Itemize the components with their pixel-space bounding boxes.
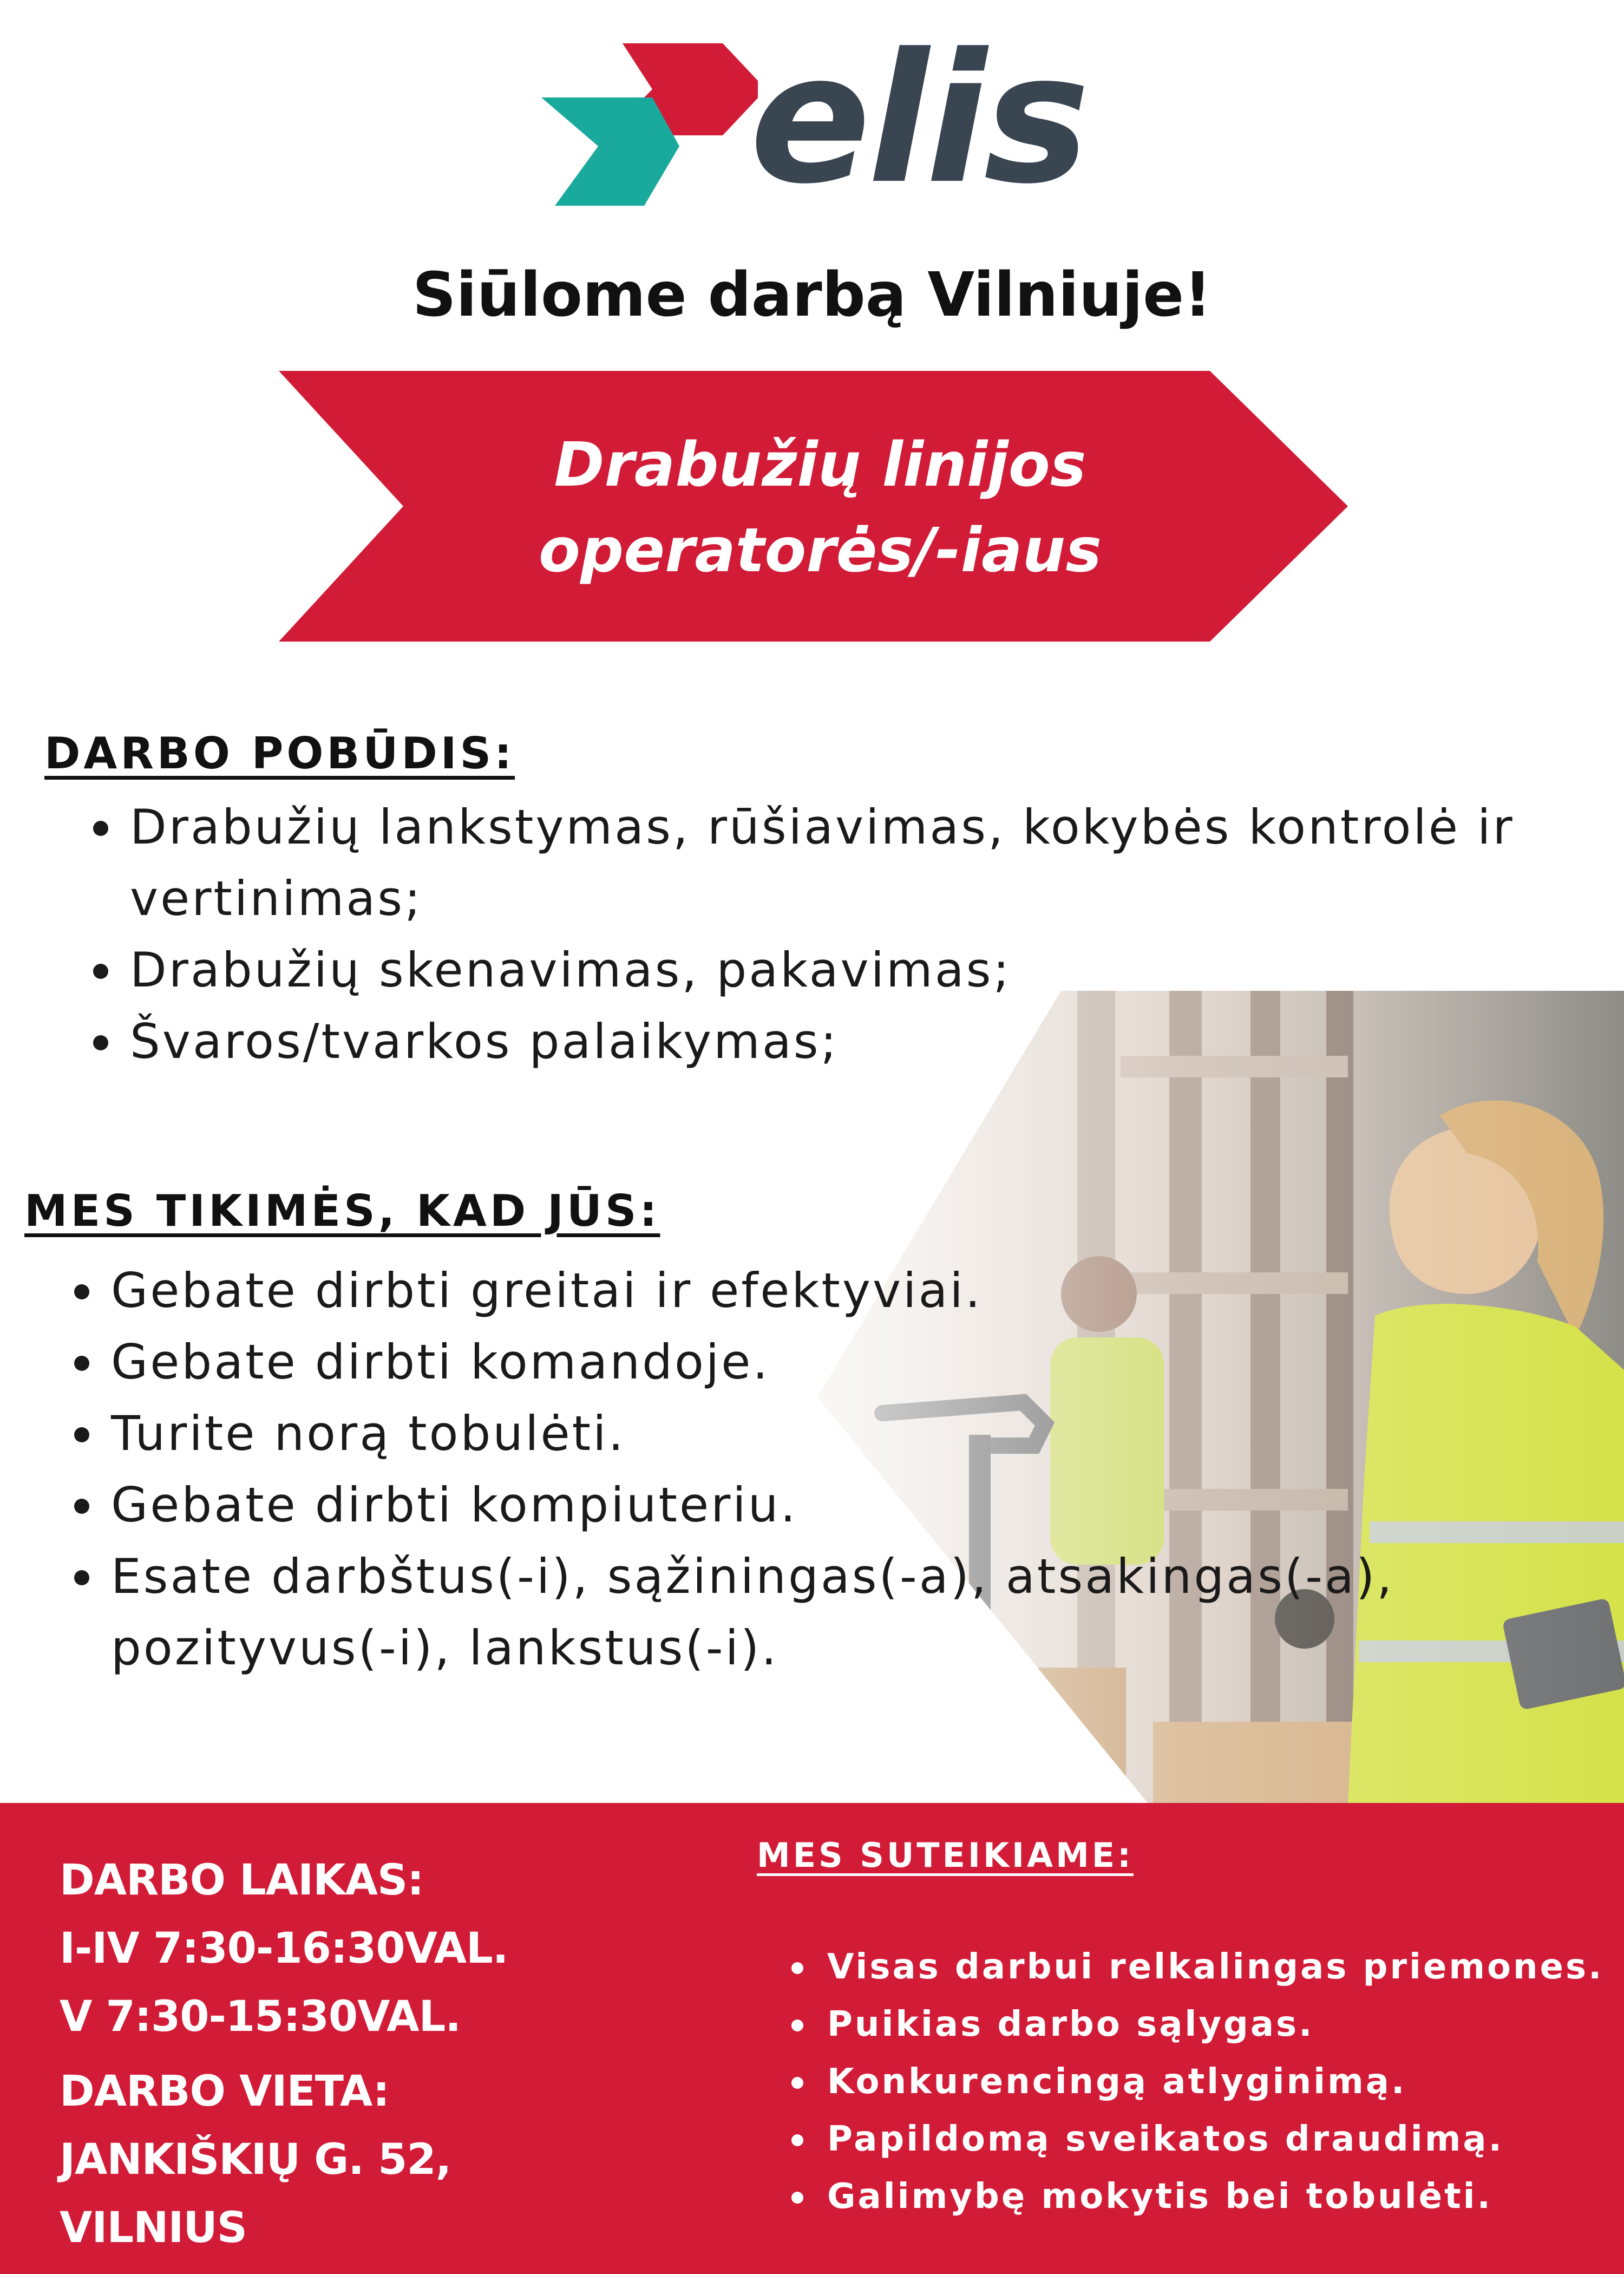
- page-title: Siūlome darbą Vilniuje!: [412, 260, 1212, 330]
- logo-arrows-icon: [541, 41, 758, 214]
- work-hours-line-1: I-IV 7:30-16:30VAL.: [60, 1924, 508, 1973]
- list-item: Gebate dirbti greitai ir efektyviai.: [72, 1255, 1490, 1327]
- expectations-list: [72, 1255, 1490, 1684]
- position-title-line-1: Drabužių linijos: [554, 430, 1086, 500]
- work-hours: [60, 1846, 508, 2051]
- work-place: [60, 2057, 451, 2262]
- list-item: Puikias darbo sąlygas.: [789, 1996, 1603, 2053]
- list-item: Galimybę mokytis bei tobulėti.: [789, 2168, 1603, 2225]
- position-title-line-2: operatorės/-iaus: [539, 515, 1102, 586]
- list-item: Drabužių lankstymas, rūšiavimas, kokybės kontrolė ir vertinimas;: [91, 792, 1592, 935]
- work-nature-list: [91, 792, 1585, 1077]
- expectations-title: MES TIKIMĖS, KAD JŪS:: [24, 1186, 660, 1236]
- list-item: Gebate dirbti komandoje.: [72, 1327, 1490, 1398]
- list-item: Visas darbui relkalingas priemones.: [789, 1938, 1603, 1996]
- work-place-line-1: JANKIŠKIŲ G. 52,: [60, 2135, 451, 2184]
- list-item: Esate darbštus(-i), sąžiningas(-a), atsakingas(-a), pozityvus(-i), lankstus(-i).: [72, 1541, 1486, 1684]
- we-provide-title: MES SUTEIKIAME:: [757, 1835, 1134, 1875]
- work-nature-title: DARBO POBŪDIS:: [44, 728, 515, 779]
- we-provide-list: [789, 1938, 1603, 2225]
- list-item: Turite norą tobulėti.: [72, 1398, 1490, 1469]
- list-item: Konkurencingą atlyginimą.: [789, 2053, 1603, 2110]
- elis-logo: [541, 15, 1087, 223]
- logo-wordmark: elis: [750, 15, 1087, 223]
- list-item: Papildomą sveikatos draudimą.: [789, 2110, 1603, 2168]
- position-banner: [279, 371, 1348, 642]
- list-item: Švaros/tvarkos palaikymas;: [91, 1006, 1585, 1077]
- footer-band: [0, 1803, 1624, 2274]
- list-item: Drabužių skenavimas, pakavimas;: [91, 935, 1585, 1006]
- work-hours-title: DARBO LAIKAS:: [60, 1856, 424, 1905]
- list-item: Gebate dirbti kompiuteriu.: [72, 1469, 1490, 1541]
- position-title: [414, 422, 1226, 593]
- work-hours-line-2: V 7:30-15:30VAL.: [60, 1992, 461, 2041]
- work-place-title: DARBO VIETA:: [60, 2067, 389, 2116]
- work-place-line-2: VILNIUS: [60, 2204, 247, 2252]
